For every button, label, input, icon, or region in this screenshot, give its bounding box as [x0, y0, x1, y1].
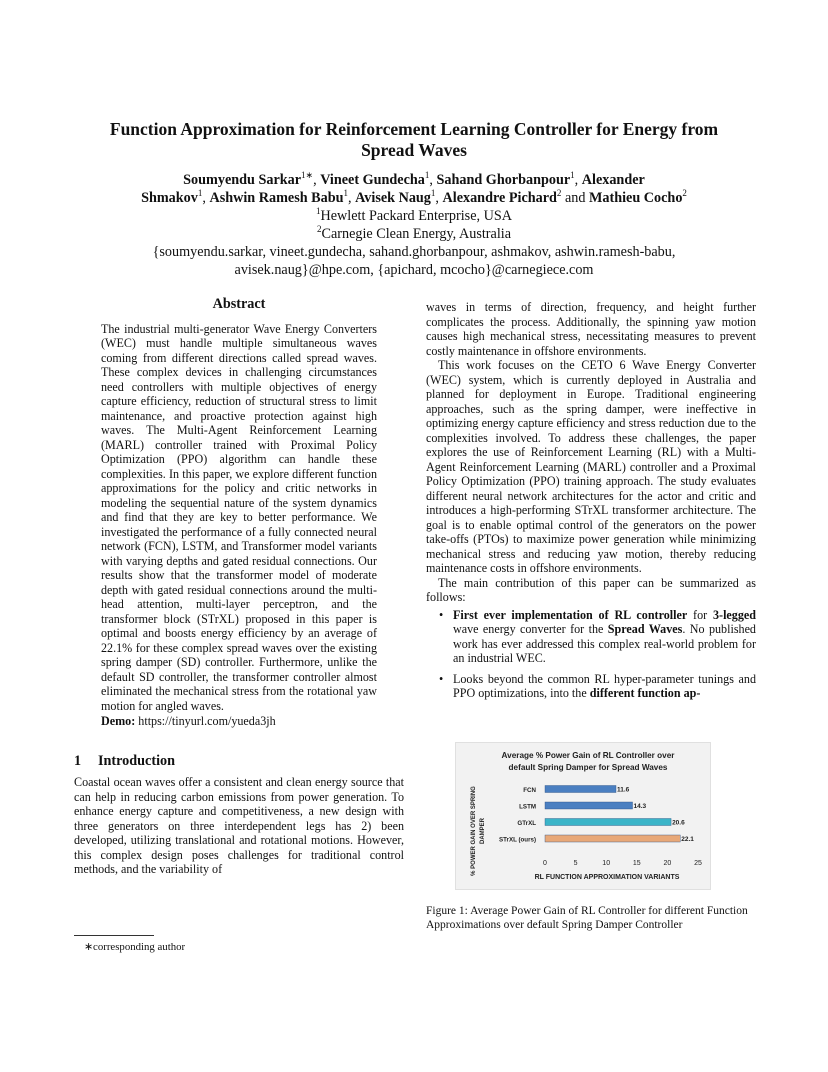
list-item: [426, 672, 756, 701]
demo-label: Demo:: [101, 714, 136, 728]
bar: [545, 819, 671, 826]
bullet-bold: First ever implementation of RL controller: [453, 607, 688, 622]
demo-line: [74, 714, 404, 729]
author-name: Vineet Gundecha: [320, 172, 425, 188]
figure-caption: Figure 1: Average Power Gain of RL Controller for different Function Approximations over default Spring Damper Controller: [426, 905, 748, 931]
data-label: 11.6: [616, 786, 630, 794]
author-sup: 1: [430, 188, 436, 198]
author-name-first: Alexander: [581, 172, 645, 188]
bullet-text: Looks beyond the common RL hyper-parameter tunings and PPO optimizations, into the: [453, 671, 756, 700]
chart-title-line2: default Spring Damper for Spread Waves: [508, 763, 668, 772]
x-tick-label: 10: [602, 860, 611, 867]
author-name: Alexandre Pichard: [442, 190, 557, 206]
bar: [545, 802, 633, 809]
x-tick-label: 20: [663, 860, 672, 867]
affiliation-text: Hewlett Packard Enterprise, USA: [320, 208, 512, 224]
bullet-text: for: [687, 607, 713, 622]
bullet-icon: •: [439, 671, 444, 686]
author-sup: 2: [682, 188, 687, 198]
contribution-list: [426, 608, 756, 701]
paper-title-line2: Spread Waves: [361, 140, 467, 160]
category-label: FCN: [523, 787, 536, 794]
y-axis-label-line2: DAMPER: [480, 817, 486, 845]
paper-title: [60, 119, 768, 161]
email-line-1[interactable]: {soumyendu.sarkar, vineet.gundecha, sahand.ghorbanpour, ashmakov, ashwin.ramesh-babu,: [152, 244, 676, 260]
author-name: Mathieu Cocho: [589, 190, 683, 206]
category-label: LSTM: [519, 803, 536, 811]
left-column: [74, 297, 404, 877]
paragraph-continuation: waves in terms of direction, frequency, and height further complicates the process. Additionally, the spinning yaw motion causes high mechanical stress, necessitating measures to prevent costly maintenance in offshore environments.: [426, 300, 756, 358]
bullet-text: wave energy converter for the: [453, 622, 608, 636]
list-item: [426, 608, 756, 666]
author-name: Sahand Ghorbanpour: [436, 172, 571, 188]
footnote: ∗corresponding author: [84, 941, 186, 953]
x-ticks-layer: [543, 860, 702, 867]
author-line-1: Soumyendu Sarkar$^{1∗}$, Vineet Gundecha$^1$, Sahand Ghorbanpour$^1$, Alexander: [183, 170, 645, 188]
bullet-bold: Spread Waves: [607, 622, 683, 636]
paragraph-ceto: This work focuses on the CETO 6 Wave Energy Converter (WEC) system, which is currently deployed in Australia and planned for deployment in Europe. Traditional engineering approaches, such as the spring damper, were ineffective in optimizing energy capture efficiency and stress reduction due to the complexities involved. To address these challenges, the paper explores the use of Reinforcement Learning (RL) with a Multi-Agent Reinforcement Learning (MARL) controller and a Proximal Policy Optimization (PPO) training approach. The study evaluates different neural network architectures for the actor and critic and introduces a high-performing STrXL transformer architecture. The goal is to enable optimal control of the generators on the power take-offs (PTOs) to maximize power generation while minimizing mechanical stress and reducing yaw motion, thereby reducing maintenance costs in offshore environments.: [426, 358, 756, 575]
footnote-divider: [74, 935, 154, 936]
author-name: Avisek Naug: [355, 190, 431, 206]
author-line-2: Shmakov$^1$, Ashwin Ramesh Babu$^1$, Avisek Naug$^1$, Alexandre Pichard$^2$ and Mathieu Cocho$^2$: [141, 188, 687, 206]
right-column: [426, 300, 756, 707]
bar-chart: [456, 743, 712, 891]
demo-link[interactable]: https://tinyurl.com/yueda3jh: [138, 714, 276, 728]
section-title: Introduction: [98, 752, 175, 769]
author-sup: 1: [343, 188, 348, 198]
affiliation-text: Carnegie Clean Energy, Australia: [321, 226, 511, 242]
author-sup: 1∗: [301, 170, 314, 180]
affiliation-1: [60, 207, 768, 225]
category-label: STrXL (ours): [498, 836, 536, 844]
email-line-2[interactable]: avisek.naug}@hpe.com, {apichard, mcocho}@carnegiece.com: [234, 262, 594, 278]
bullet-icon: •: [439, 607, 444, 622]
x-axis-label: RL FUNCTION APPROXIMATION VARIANTS: [534, 874, 680, 881]
chart-title-line1: Average % Power Gain of RL Controller over: [501, 751, 675, 760]
author-sup: 2: [556, 188, 562, 198]
bar: [545, 786, 616, 793]
author-sup: 1: [197, 188, 203, 198]
bullet-bold: 3-legged: [713, 607, 756, 622]
affiliation-2: [60, 225, 768, 243]
bullet-text: . No published work has ever addressed this complex real-world problem for an industrial WEC.: [453, 622, 756, 665]
bar: [545, 835, 680, 842]
x-tick-label: 0: [543, 860, 547, 867]
data-label: 22.1: [681, 836, 694, 843]
author-block: [60, 171, 768, 279]
paragraph-contributions: The main contribution of this paper can be summarized as follows:: [426, 575, 756, 604]
data-label: 20.6: [672, 819, 685, 827]
and-word: and: [564, 190, 586, 206]
affiliation-sup: 2: [317, 224, 322, 234]
author-name-last: Shmakov: [141, 190, 198, 206]
author-sup: 1: [424, 170, 430, 180]
author-name: Ashwin Ramesh Babu: [209, 190, 344, 206]
section-heading-introduction: [74, 754, 404, 769]
category-label: GTrXL: [517, 820, 536, 827]
y-axis-label-line1: % POWER GAIN OVER SPRING: [471, 786, 477, 876]
figure-1-chart: [455, 742, 711, 890]
x-tick-label: 5: [573, 860, 578, 867]
section-number: 1: [74, 752, 82, 769]
author-name: Soumyendu Sarkar: [183, 172, 302, 188]
author-sup: 1: [570, 170, 575, 180]
abstract-body: The industrial multi-generator Wave Energy Converters (WEC) must handle multiple simultaneous waves coming from different directions called spread waves. These complex devices in challenging circumstances need controllers with multiple objectives of energy capture efficiency, reduction of structural stress to limit maintenance, and proactive protection against high waves. The Multi-Agent Reinforcement Learning (MARL) controller trained with Proximal Policy Optimization (PPO) algorithm can handle these complexities. In this paper, we explore different function approximations for the policy and critic networks in modeling the sequential nature of the system dynamics and find that they are key to better performance. We investigated the performance of a fully connected neural network (FCN), LSTM, and Transformer model variants with varying depths and gated residual connections. Our results show that the transformer model of moderate depth with gated residual connections around the multi-head attention, multi-layer perceptron, and the transformer block (STrXL) proposed in this paper is optimal and boosts energy efficiency by an average of 22.1% for these complex spread waves over the existing spring damper (SD) controller. Furthermore, unlike the default SD controller, the transformer controller almost eliminated the mechanical stress from the rotational yaw motion for angled waves.: [101, 321, 377, 713]
affiliation-sup: 1: [316, 206, 321, 216]
data-label: 14.3: [633, 803, 647, 810]
bars-layer: [499, 786, 694, 844]
x-tick-label: 15: [632, 860, 641, 867]
bullet-bold: different function ap-: [589, 686, 701, 700]
x-tick-label: 25: [694, 860, 702, 867]
abstract-heading: Abstract: [212, 296, 266, 312]
intro-paragraph-1: Coastal ocean waves offer a consistent and clean energy source that can help in reducing carbon emissions from power generation. To enhance energy capture and competitiveness, a new design with three generators on three interdependent legs has 2) been developed, utilizing translational and rotational motions. However, this complex design poses challenges for traditional control methods, and the variability of: [74, 775, 404, 876]
paper-title-line1: Function Approximation for Reinforcement Learning Controller for Energy from: [109, 119, 719, 139]
